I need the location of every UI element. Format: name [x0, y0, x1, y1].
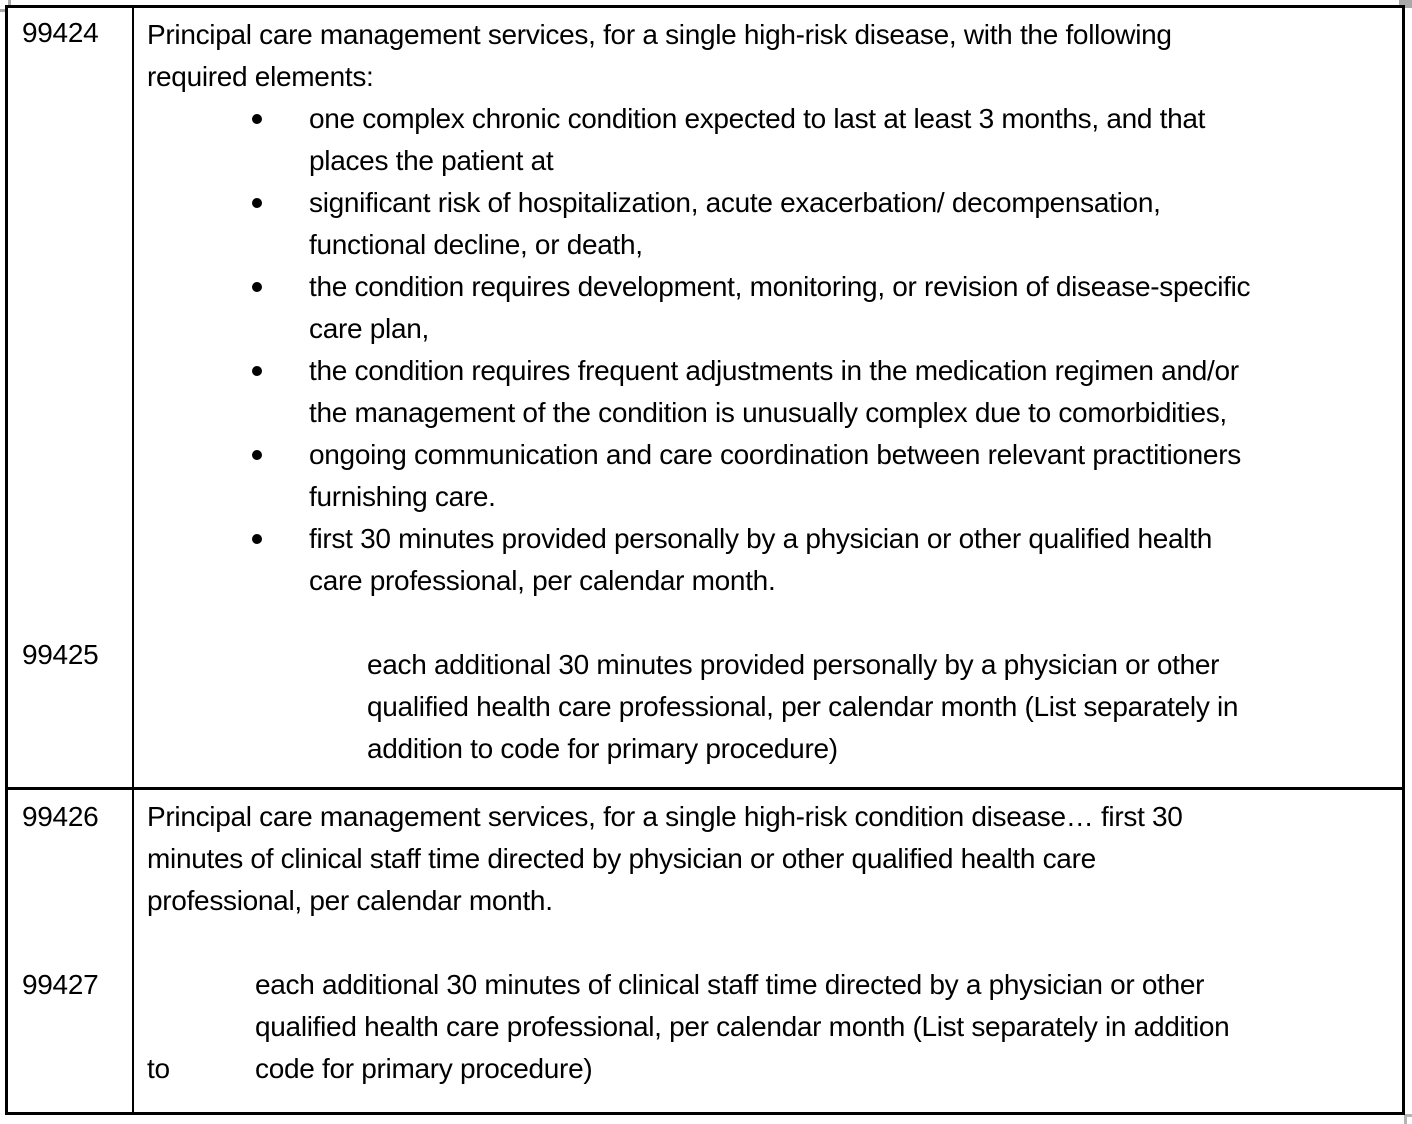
bullet-text: ongoing communication and care coordination between relevant practitioners: [309, 439, 1241, 470]
bullet-text: the management of the condition is unusually complex due to comorbidities,: [309, 397, 1227, 428]
bullet-text: care professional, per calendar month.: [309, 565, 776, 596]
bullet-icon: [252, 282, 262, 292]
intro-line: required elements:: [147, 61, 374, 92]
bullet-text: the condition requires frequent adjustments in the medication regimen and/or: [309, 355, 1239, 386]
table-row-99426: [8, 790, 1402, 1112]
bullet-item: [252, 350, 1394, 434]
bullet-text: places the patient at: [309, 145, 554, 176]
bullet-item: [252, 518, 1394, 602]
bullet-item: [252, 266, 1394, 350]
addon-text: each additional 30 minutes provided personally by a physician or other: [367, 649, 1220, 680]
bullet-text: first 30 minutes provided personally by a physician or other qualified health: [309, 523, 1212, 554]
addon-text: qualified health care professional, per calendar month (List separately in: [367, 691, 1239, 722]
addon-text-wrapped: [147, 1048, 1394, 1090]
bullet-item: [252, 434, 1394, 518]
description-text: minutes of clinical staff time directed by physician or other qualified health care: [147, 843, 1096, 874]
addon-text: qualified health care professional, per calendar month (List separately in addition: [255, 1011, 1230, 1042]
addon-wrap-rest: code for primary procedure): [255, 1053, 593, 1084]
bullet-text: care plan,: [309, 313, 429, 344]
addon-text: each additional 30 minutes of clinical staff time directed by a physician or other: [255, 969, 1205, 1000]
table-row-99424: [8, 8, 1402, 790]
addon-text: addition to code for primary procedure): [367, 733, 838, 764]
description-text: Principal care management services, for a single high-risk condition disease… first 30: [147, 801, 1183, 832]
description-text: professional, per calendar month.: [147, 885, 553, 916]
addon-wrap-prefix: to: [147, 1053, 170, 1084]
bullet-icon: [252, 534, 262, 544]
bullet-text: one complex chronic condition expected to last at least 3 months, and that: [309, 103, 1206, 134]
bullet-item: [252, 182, 1394, 266]
addon-description-99427: [147, 964, 1394, 1090]
table-resize-handle[interactable]: [1404, 1114, 1412, 1124]
cpt-code-99427: 99427: [22, 969, 99, 1000]
bullet-icon: [252, 450, 262, 460]
addon-description-99425: [367, 644, 1394, 770]
cpt-code-99426: 99426: [22, 801, 99, 832]
bullet-text: the condition requires development, monitoring, or revision of disease-specific: [309, 271, 1251, 302]
intro-line: Principal care management services, for a single high-risk disease, with the following: [147, 19, 1172, 50]
description-cell-99426: [134, 790, 1402, 1112]
bullet-text: furnishing care.: [309, 481, 496, 512]
bullet-icon: [252, 366, 262, 376]
bullet-text: significant risk of hospitalization, acute exacerbation/ decompensation,: [309, 187, 1161, 218]
code-cell-99426: [8, 790, 134, 1112]
cpt-code-99424: 99424: [22, 17, 99, 48]
bullet-text: functional decline, or death,: [309, 229, 643, 260]
bullet-icon: [252, 114, 262, 124]
description-cell-99424: [134, 8, 1402, 787]
cpt-code-99425: 99425: [22, 639, 99, 670]
code-cell-99424: [8, 8, 134, 787]
cpt-code-table: [5, 5, 1405, 1115]
bullet-item: [252, 98, 1394, 182]
bullet-icon: [252, 198, 262, 208]
